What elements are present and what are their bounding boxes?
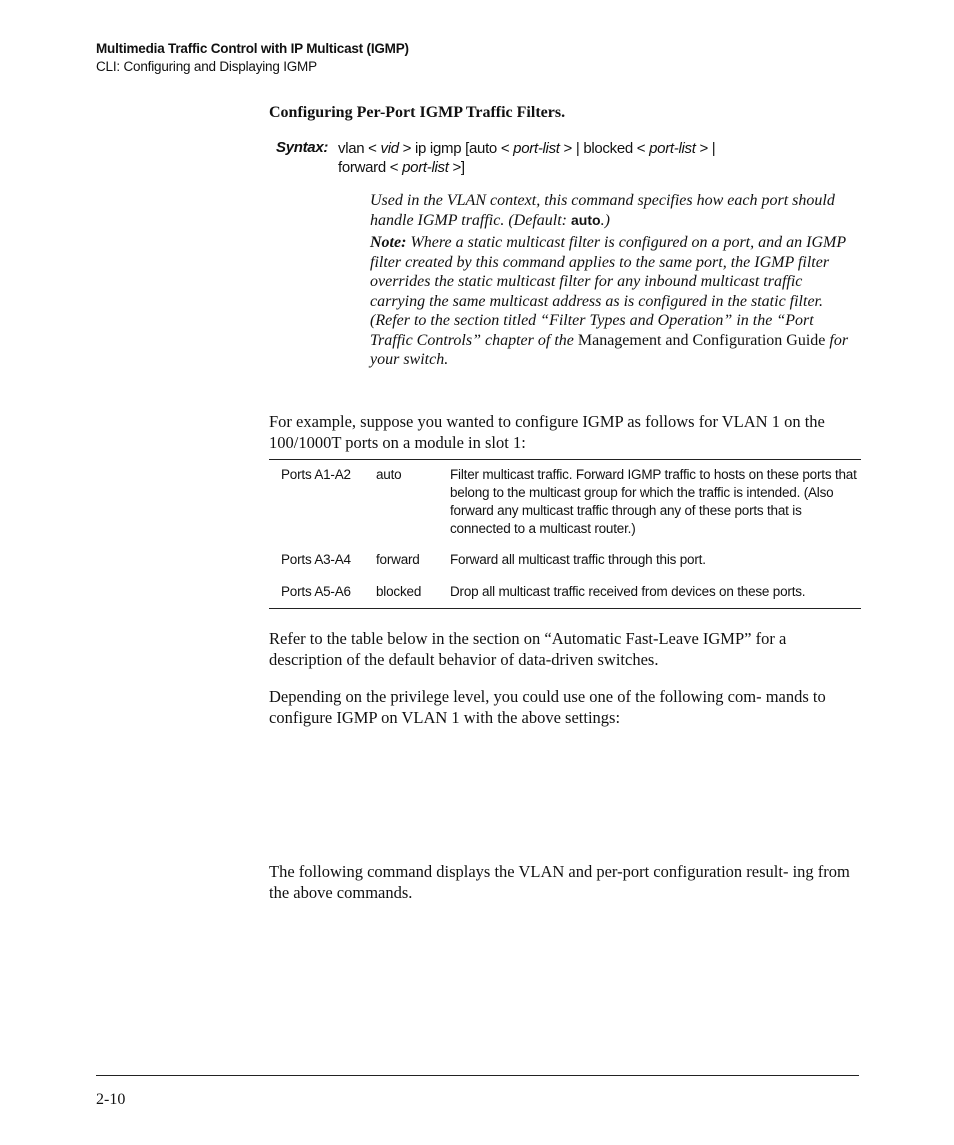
syntax-text: > ip igmp [auto < <box>398 140 514 157</box>
description-text: Used in the VLAN context, this command specifies how each port should handle IGMP traffic. (Default: <box>370 192 835 229</box>
running-header-title: Multimedia Traffic Control with IP Multicast (IGMP) <box>96 41 409 56</box>
table-cell-mode: auto <box>376 467 402 482</box>
syntax-description <box>370 191 856 230</box>
syntax-label: Syntax: <box>276 139 329 156</box>
syntax-command <box>338 139 808 177</box>
syntax-param-vid: vid <box>380 140 399 157</box>
section-heading: Configuring Per-Port IGMP Traffic Filters. <box>269 104 566 121</box>
note-label: Note: <box>370 234 407 251</box>
table-cell-mode: blocked <box>376 584 422 599</box>
syntax-param-port-list: port-list <box>513 140 560 157</box>
paragraph-display: The following command displays the VLAN and per-port configuration result- ing from the above commands. <box>269 862 850 902</box>
table-cell-description: Drop all multicast traffic received from devices on these ports. <box>450 584 806 599</box>
note-text: Where a static multicast filter is configured on a port, and an IGMP filter created by this command applies to the same port, the IGMP filter overrides the static multicast filter for any inbound multicast traffic carrying the same multicast address as is configured in the static filter. (Refer to the section titled “Filter Types and Operation” in the “Port Traffic Controls” chapter of the <box>370 234 846 349</box>
note-text: for your switch. <box>370 331 849 368</box>
syntax-param-port-list: port-list <box>649 140 696 157</box>
syntax-text: > | <box>695 140 716 157</box>
guide-title: Management and Configuration Guide <box>577 331 826 349</box>
default-keyword: auto <box>571 211 601 228</box>
syntax-param-port-list: port-list <box>402 159 449 176</box>
paragraph-privilege: Depending on the privilege level, you could use one of the following com- mands to configure IGMP on VLAN 1 with the above settings: <box>269 687 826 727</box>
syntax-text: >] <box>448 159 465 176</box>
table-cell-mode: forward <box>376 552 420 567</box>
running-header-subtitle: CLI: Configuring and Displaying IGMP <box>96 59 317 74</box>
syntax-text: forward < <box>338 159 403 176</box>
table-top-rule <box>269 459 861 460</box>
syntax-text: vlan < <box>338 140 381 157</box>
footer-rule <box>96 1075 859 1076</box>
table-cell-description: Forward all multicast traffic through this port. <box>450 552 706 567</box>
table-cell-ports: Ports A3-A4 <box>281 552 351 567</box>
example-intro: For example, suppose you wanted to configure IGMP as follows for VLAN 1 on the 100/1000T ports on a module in slot 1: <box>269 412 825 452</box>
syntax-text: > | blocked < <box>559 140 650 157</box>
table-bottom-rule <box>269 608 861 609</box>
table-cell-description: Filter multicast traffic. Forward IGMP traffic to hosts on these ports that belong to the multicast group for which the traffic is intended. (Also forward any multicast traffic through any of these ports that is connected to a multicast router.) <box>450 467 857 536</box>
description-text: .) <box>600 211 610 229</box>
syntax-note <box>370 233 856 370</box>
table-cell-ports: Ports A1-A2 <box>281 467 351 482</box>
paragraph-refer: Refer to the table below in the section on “Automatic Fast-Leave IGMP” for a description of the default behavior of data-driven switches. <box>269 629 787 669</box>
table-cell-ports: Ports A5-A6 <box>281 584 351 599</box>
page-number: 2-10 <box>96 1091 126 1108</box>
